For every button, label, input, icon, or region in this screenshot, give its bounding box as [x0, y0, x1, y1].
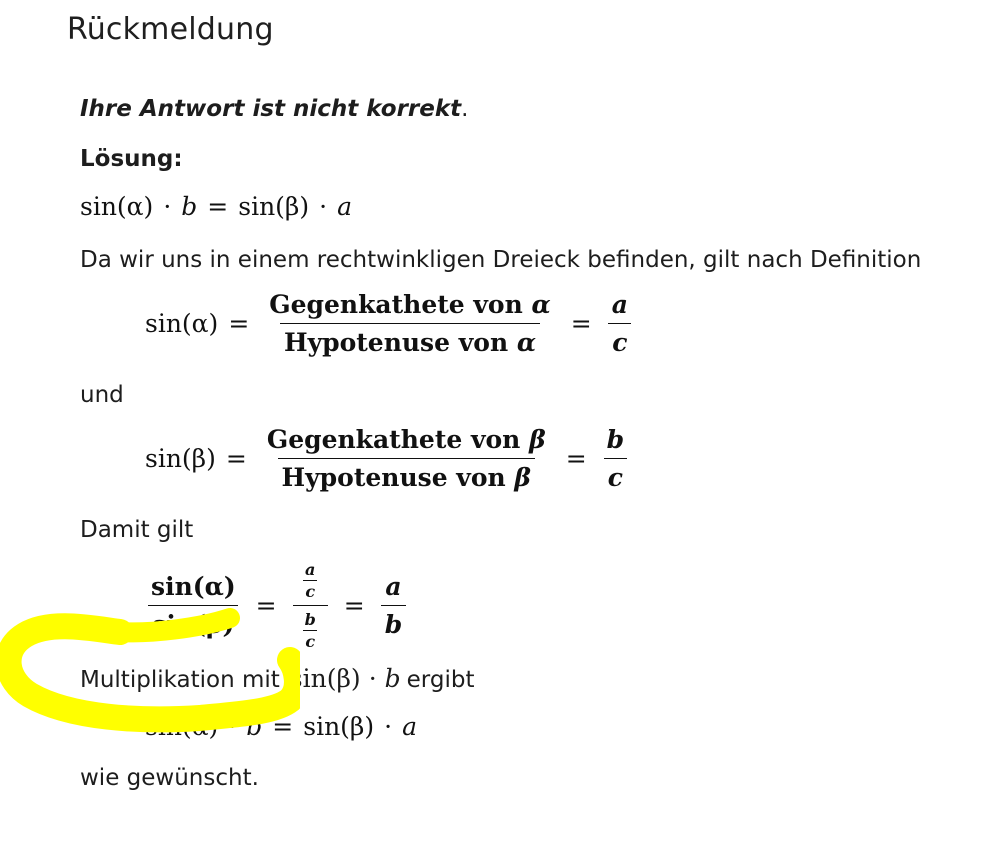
final-b: b — [246, 712, 263, 741]
fraction-denominator: sin(β) — [148, 605, 238, 639]
equation-sin-alpha-def — [145, 290, 638, 357]
eq-sin-beta: sin(β) — [238, 192, 310, 221]
numerator-text: Gegenkathete von — [269, 290, 523, 319]
final-sin-beta: sin(β) — [303, 712, 375, 741]
numerator-symbol: β — [529, 425, 546, 454]
compound-denominator — [293, 605, 328, 651]
def-sin-beta: sin(β) — [145, 444, 216, 473]
def-equals-1: = — [225, 444, 247, 473]
final-a: a — [402, 712, 417, 741]
fraction-denominator: c — [604, 458, 627, 492]
fraction-a-over-c — [608, 290, 632, 357]
denominator-text: Hypotenuse von — [281, 463, 506, 492]
final-dot-2: · — [384, 712, 393, 741]
mult-dot: · — [368, 664, 377, 693]
numerator-symbol: α — [531, 290, 551, 319]
fraction-numerator: a — [611, 290, 628, 319]
eq-sin-alpha: sin(α) — [80, 192, 154, 221]
final-dot: · — [228, 712, 237, 741]
mult-line — [80, 664, 474, 693]
numerator-text: Gegenkathete von — [266, 425, 521, 454]
equation-final — [145, 712, 417, 741]
def-equals-2: = — [570, 309, 592, 338]
def-equals-2: = — [565, 444, 587, 473]
fraction-numerator: a — [385, 572, 402, 601]
fraction-sin-ratio — [147, 572, 240, 639]
fraction-denominator — [278, 458, 536, 492]
fraction-denominator: c — [305, 582, 316, 601]
fraction-denominator — [280, 323, 540, 357]
fraction-a-over-b — [381, 572, 406, 639]
intro-text: Da wir uns in einem rechtwinkligen Dreieck befinden, gilt nach Definition — [80, 247, 922, 273]
und-text: und — [80, 382, 124, 408]
fraction-denominator: c — [305, 632, 316, 651]
final-equals: = — [272, 712, 294, 741]
fraction-b-over-c — [603, 425, 628, 492]
fraction-a-over-c-small — [303, 560, 317, 601]
mult-text-after: ergibt — [406, 667, 475, 693]
fraction-compound — [293, 560, 328, 651]
fraction-numerator: a — [305, 560, 316, 579]
fraction-numerator: b — [304, 610, 316, 629]
def-equals-1: = — [228, 309, 250, 338]
fraction-numerator: b — [606, 425, 625, 454]
fraction-denominator: c — [608, 323, 631, 357]
result-punct: . — [461, 96, 469, 122]
mult-b: b — [384, 664, 401, 693]
fraction-denominator: b — [381, 605, 406, 639]
eq-equals: = — [207, 192, 229, 221]
fraction-b-over-c-small — [303, 610, 318, 651]
denominator-symbol: α — [516, 328, 537, 357]
compound-numerator — [293, 560, 327, 605]
result-text: Ihre Antwort ist nicht korrekt — [80, 96, 462, 122]
page-title: Rückmeldung — [67, 12, 274, 47]
ratio-equals-1: = — [255, 591, 277, 620]
mult-text-before: Multiplikation mit — [80, 667, 280, 693]
damit-text: Damit gilt — [80, 517, 194, 543]
final-sin-alpha: sin(α) — [145, 712, 219, 741]
denominator-text: Hypotenuse von — [283, 328, 509, 357]
fraction-beta-ratio — [263, 425, 550, 492]
result-line — [80, 96, 468, 122]
eq-dot: · — [163, 192, 172, 221]
fraction-numerator — [263, 425, 550, 458]
equation-ratio — [141, 560, 412, 651]
eq-a: a — [337, 192, 352, 221]
equation-main — [80, 192, 352, 221]
mult-sin-beta: sin(β) — [289, 664, 361, 693]
eq-b: b — [181, 192, 198, 221]
equation-sin-beta-def — [145, 425, 634, 492]
fraction-alpha-ratio — [265, 290, 554, 357]
def-sin-alpha: sin(α) — [145, 309, 219, 338]
ratio-equals-2: = — [343, 591, 365, 620]
fraction-numerator: sin(α) — [151, 572, 236, 601]
eq-dot-2: · — [319, 192, 328, 221]
solution-label: Lösung: — [80, 146, 183, 172]
closing-text: wie gewünscht. — [80, 765, 259, 791]
denominator-symbol: β — [514, 463, 532, 492]
fraction-numerator — [265, 290, 554, 323]
